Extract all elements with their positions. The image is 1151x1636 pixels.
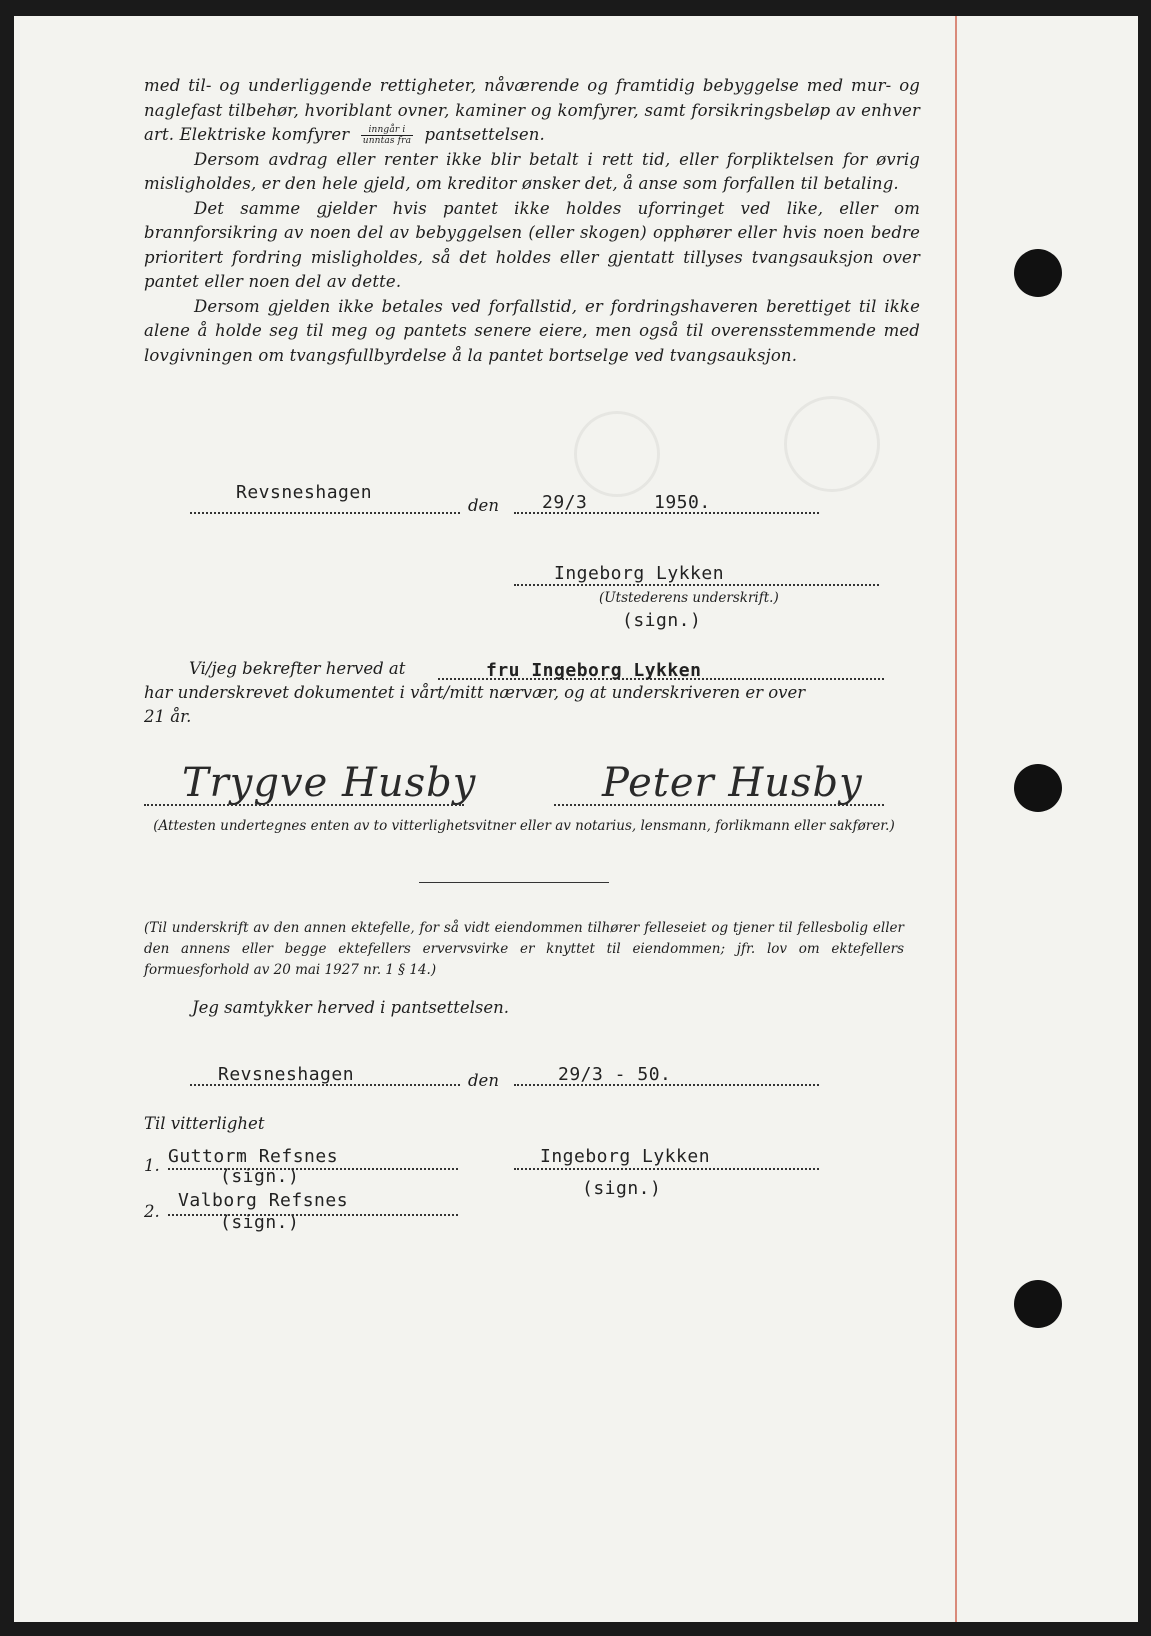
attested-person: fru Ingeborg Lykken: [486, 660, 702, 681]
dotted-line: [514, 510, 819, 514]
attestation-line3: 21 år.: [144, 707, 192, 726]
year-field: 1950.: [654, 492, 711, 513]
witness-number: 1.: [144, 1156, 160, 1175]
dotted-line: [514, 1166, 819, 1170]
fraction-choice: $\frac{\text{inngår i}}{\text{unntas fra}}$: [362, 125, 412, 146]
dotted-line: [144, 802, 464, 806]
dotted-line: [190, 1082, 460, 1086]
witness-heading: Til vitterlighet: [144, 1114, 265, 1133]
clause-property: med til- og underliggende rettigheter, nåværende og framtidig bebyggelse med mur- og naglefast tilbehør, hvoriblant ovner, kaminer og komfyrer, samt forsikringsbeløp av enhver art. Elektriske komfyrer $\frac{\text{inngår i}}{\text{unntas fra}}$ pantsettelsen.: [144, 76, 920, 146]
issuer-caption: (Utstederens underskrift.): [599, 590, 779, 606]
consent-date: 29/3 - 50.: [558, 1064, 672, 1085]
clause-maintenance: Det samme gjelder hvis pantet ikke holdes uforringet ved like, eller om brannforsikring av noen del av bebyggelsen (eller skogen) opphører eller hvis noen bedre prioritert fordring misligholdes, så det holdes eller gjentatt tillyses tvangsauksjon over pantet eller noen del av dette.: [144, 198, 920, 291]
spouse-note: (Til underskrift av den annen ektefelle, for så vidt eiendommen tilhører felleseiet og tjener til fellesbolig eller den annens eller begge ektefellers ervervsvirke er knyttet til eiendommen; jfr. lov om ektefellers formuesforhold av 20 mai 1927 nr. 1 § 14.): [144, 920, 904, 978]
document-page: [14, 16, 1138, 1622]
consent-statement: Jeg samtykker herved i pantsettelsen.: [192, 998, 509, 1017]
mortgage-terms: [144, 74, 920, 368]
den-label: den: [468, 496, 499, 515]
dotted-line: [190, 510, 460, 514]
dotted-line: [168, 1166, 458, 1170]
dotted-line: [554, 802, 884, 806]
punch-hole: [1014, 249, 1062, 297]
spouse-sign: (sign.): [582, 1178, 662, 1199]
witness-name: Guttorm Refsnes: [168, 1146, 339, 1167]
clause-enforcement: Dersom gjelden ikke betales ved forfallstid, er fordringshaveren berettiget til ikke alene å holde seg til meg og pantets senere eiere, men også til overensstemmende med lovgivningen om tvangsfullbyrdelse å la pantet bortselge ved tvangsauksjon.: [144, 296, 920, 365]
clause-default: Dersom avdrag eller renter ikke blir betalt i rett tid, eller forpliktelsen for øvrig misligholdes, er den hele gjeld, om kreditor ønsker det, å anse som forfallen til betaling.: [144, 149, 920, 193]
place-field: Revsneshagen: [236, 482, 373, 503]
spouse-name: Ingeborg Lykken: [540, 1146, 711, 1167]
consent-den-label: den: [468, 1071, 499, 1090]
dotted-line: [168, 1212, 458, 1216]
date-field: 29/3: [542, 492, 588, 513]
issuer-name: Ingeborg Lykken: [554, 563, 725, 584]
attestation-caption: (Attesten undertegnes enten av to vitterlighetsvitner eller av notarius, lensmann, forlikmann eller sakfører.): [153, 818, 895, 834]
witness-sign: (sign.): [220, 1166, 300, 1187]
punch-hole: [1014, 764, 1062, 812]
issuer-sign: (sign.): [622, 610, 702, 631]
dotted-line: [514, 582, 879, 586]
attestation-line2: har underskrevet dokumentet i vårt/mitt nærvær, og at underskriveren er over: [144, 683, 806, 702]
consent-place: Revsneshagen: [218, 1064, 355, 1085]
witness-number: 2.: [144, 1202, 160, 1221]
divider: [419, 882, 609, 883]
dotted-line: [514, 1082, 819, 1086]
witness-sign: (sign.): [220, 1212, 300, 1233]
witness-name: Valborg Refsnes: [178, 1190, 349, 1211]
attestation-prefix: Vi/jeg bekrefter herved at: [189, 659, 406, 678]
witness2-signature: Peter Husby: [602, 760, 863, 806]
bleed-through-seal: [784, 396, 880, 492]
margin-rule: [955, 16, 957, 1622]
bleed-through-seal-2: [574, 411, 660, 497]
punch-hole: [1014, 1280, 1062, 1328]
witness1-signature: Trygve Husby: [182, 760, 477, 806]
